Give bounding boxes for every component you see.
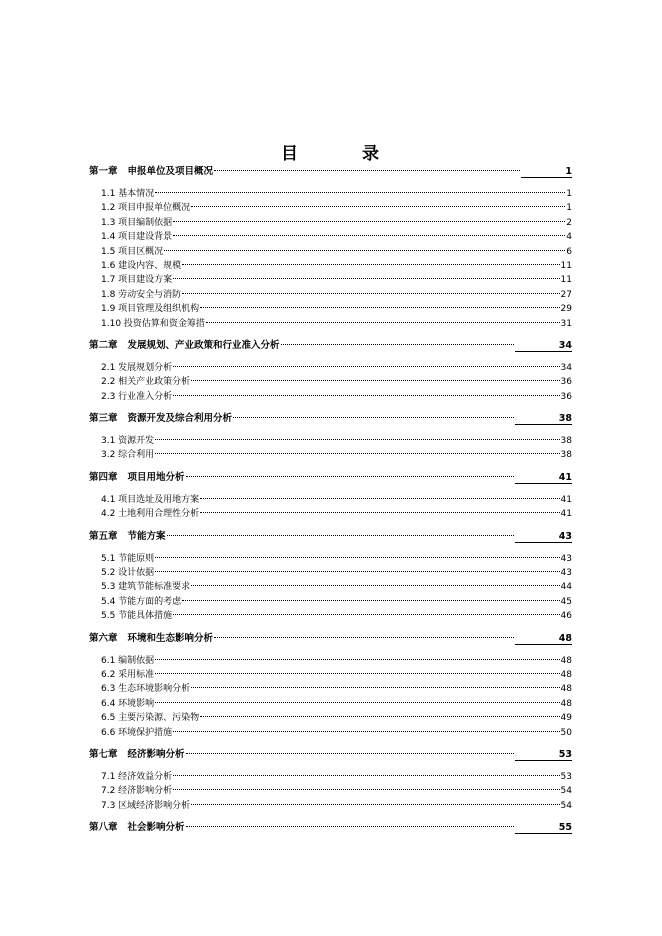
section-page-number: 45 bbox=[560, 596, 572, 607]
dot-leader bbox=[173, 235, 565, 236]
dot-leader bbox=[155, 557, 559, 558]
section-label: 6.2 采用标准 bbox=[101, 669, 155, 680]
section-label: 1.5 项目区概况 bbox=[101, 246, 164, 257]
section-page-number: 36 bbox=[560, 377, 572, 388]
dot-leader bbox=[182, 264, 559, 265]
toc-section-entry[interactable] bbox=[89, 580, 572, 594]
section-page-number: 1 bbox=[566, 203, 572, 214]
section-label: 1.7 项目建设方案 bbox=[101, 275, 173, 286]
toc-title-char-2: 录 bbox=[362, 144, 381, 164]
chapter-page-number: 38 bbox=[515, 413, 572, 425]
toc-section-entry[interactable] bbox=[89, 566, 572, 580]
section-label: 1.1 基本情况 bbox=[101, 189, 155, 199]
section-page-number: 41 bbox=[560, 509, 572, 520]
section-label: 3.1 资源开发 bbox=[101, 436, 155, 447]
chapter-number: 第六章 bbox=[89, 632, 118, 644]
table-of-contents bbox=[89, 165, 572, 835]
dot-leader bbox=[191, 585, 559, 586]
dot-leader bbox=[200, 498, 559, 499]
dot-leader bbox=[173, 775, 559, 776]
dot-leader bbox=[155, 192, 565, 193]
toc-section-entry[interactable] bbox=[89, 493, 572, 507]
section-page-number: 38 bbox=[560, 450, 572, 461]
toc-section-entry[interactable] bbox=[89, 201, 572, 215]
section-label: 7.1 经济效益分析 bbox=[101, 771, 173, 782]
section-page-number: 53 bbox=[560, 771, 572, 782]
section-page-number: 38 bbox=[560, 436, 572, 447]
chapter-label bbox=[89, 339, 280, 353]
chapter-title: 节能方案 bbox=[127, 530, 166, 542]
section-page-number: 4 bbox=[566, 232, 572, 243]
section-label: 6.4 环境影响 bbox=[101, 698, 155, 709]
dot-leader bbox=[173, 731, 559, 732]
section-page-number: 46 bbox=[560, 611, 572, 622]
chapter-label bbox=[89, 530, 166, 544]
section-page-number: 43 bbox=[560, 553, 572, 564]
section-page-number: 48 bbox=[560, 698, 572, 709]
chapter-number: 第四章 bbox=[89, 471, 118, 483]
toc-section-entry[interactable] bbox=[89, 390, 572, 404]
chapter-number: 第八章 bbox=[89, 822, 118, 834]
dot-leader bbox=[186, 476, 514, 477]
chapter-title: 社会影响分析 bbox=[127, 822, 185, 834]
chapter-number: 第三章 bbox=[89, 413, 118, 425]
toc-section-entry[interactable] bbox=[89, 230, 572, 244]
chapter-page-number: 43 bbox=[515, 531, 572, 543]
dot-leader bbox=[200, 307, 559, 308]
section-list bbox=[89, 434, 572, 463]
toc-section-entry[interactable] bbox=[89, 273, 572, 287]
toc-section-entry[interactable] bbox=[89, 302, 572, 316]
toc-section-entry[interactable] bbox=[89, 711, 572, 725]
toc-section-entry[interactable] bbox=[89, 552, 572, 566]
toc-section-entry[interactable] bbox=[89, 682, 572, 696]
section-page-number: 36 bbox=[560, 391, 572, 402]
chapter-label bbox=[89, 412, 232, 426]
section-page-number: 48 bbox=[560, 655, 572, 666]
chapter-page-number: 48 bbox=[515, 633, 572, 645]
section-label: 7.3 区域经济影响分析 bbox=[101, 800, 191, 811]
toc-section-entry[interactable] bbox=[89, 784, 572, 798]
chapter-number: 第五章 bbox=[89, 530, 118, 542]
section-list bbox=[89, 361, 572, 404]
section-list bbox=[89, 493, 572, 522]
chapter-label bbox=[89, 165, 213, 179]
section-list bbox=[89, 187, 572, 331]
section-label: 2.2 相关产业政策分析 bbox=[101, 377, 191, 388]
section-page-number: 1 bbox=[566, 189, 572, 199]
chapter-label bbox=[89, 632, 213, 646]
chapter-label bbox=[89, 471, 185, 485]
toc-section-entry[interactable] bbox=[89, 245, 572, 259]
section-label: 4.2 土地利用合理性分析 bbox=[101, 509, 200, 520]
section-label: 3.2 综合利用 bbox=[101, 450, 155, 461]
section-page-number: 54 bbox=[560, 786, 572, 797]
section-label: 1.2 项目申报单位概况 bbox=[101, 203, 191, 214]
toc-chapter-entry[interactable] bbox=[89, 530, 572, 544]
toc-section-entry[interactable] bbox=[89, 668, 572, 682]
section-page-number: 27 bbox=[560, 289, 572, 300]
section-page-number: 44 bbox=[560, 582, 572, 593]
section-label: 5.2 设计依据 bbox=[101, 568, 155, 579]
chapter-number: 第一章 bbox=[89, 166, 118, 177]
section-list bbox=[89, 770, 572, 813]
dot-leader bbox=[186, 826, 514, 827]
dot-leader bbox=[167, 535, 514, 536]
section-page-number: 31 bbox=[560, 318, 572, 329]
section-page-number: 11 bbox=[560, 260, 572, 271]
section-label: 6.3 生态环境影响分析 bbox=[101, 684, 191, 695]
section-label: 1.3 项目编制依据 bbox=[101, 217, 173, 228]
dot-leader bbox=[214, 170, 520, 171]
toc-section-entry[interactable] bbox=[89, 375, 572, 389]
toc-chapter-entry[interactable] bbox=[89, 821, 572, 835]
toc-section-entry[interactable] bbox=[89, 654, 572, 668]
chapter-title: 经济影响分析 bbox=[127, 748, 185, 760]
section-label: 1.4 项目建设背景 bbox=[101, 232, 173, 243]
section-label: 2.3 行业准入分析 bbox=[101, 391, 173, 402]
section-page-number: 48 bbox=[560, 669, 572, 680]
chapter-page-number: 1 bbox=[521, 166, 572, 178]
dot-leader bbox=[173, 366, 559, 367]
toc-section-entry[interactable] bbox=[89, 216, 572, 230]
section-page-number: 54 bbox=[560, 800, 572, 811]
section-label: 5.5 节能具体措施 bbox=[101, 611, 173, 622]
section-label: 1.9 项目管理及组织机构 bbox=[101, 304, 200, 315]
section-page-number: 29 bbox=[560, 304, 572, 315]
toc-section-entry[interactable] bbox=[89, 507, 572, 521]
toc-title bbox=[0, 139, 662, 164]
dot-leader bbox=[173, 278, 559, 279]
section-label: 6.5 主要污染源、污染物 bbox=[101, 713, 200, 724]
toc-section-entry[interactable] bbox=[89, 799, 572, 813]
toc-title-char-1: 目 bbox=[281, 144, 300, 164]
toc-section-entry[interactable] bbox=[89, 609, 572, 623]
section-label: 7.2 经济影响分析 bbox=[101, 786, 173, 797]
chapter-number: 第二章 bbox=[89, 339, 118, 351]
section-page-number: 41 bbox=[560, 494, 572, 505]
toc-section-entry[interactable] bbox=[89, 726, 572, 740]
dot-leader bbox=[173, 395, 559, 396]
section-page-number: 34 bbox=[560, 362, 572, 373]
dot-leader bbox=[182, 293, 559, 294]
dot-leader bbox=[155, 673, 559, 674]
chapter-title: 申报单位及项目概况 bbox=[127, 166, 214, 177]
toc-chapter-entry[interactable] bbox=[89, 339, 572, 353]
section-label: 5.4 节能方面的考虑 bbox=[101, 596, 182, 607]
dot-leader bbox=[155, 571, 559, 572]
toc-section-entry[interactable] bbox=[89, 434, 572, 448]
section-label: 4.1 项目选址及用地方案 bbox=[101, 494, 200, 505]
chapter-number: 第七章 bbox=[89, 748, 118, 760]
dot-leader bbox=[173, 789, 559, 790]
dot-leader bbox=[233, 417, 514, 418]
toc-chapter-entry[interactable] bbox=[89, 165, 572, 179]
dot-leader bbox=[191, 687, 559, 688]
chapter-title: 资源开发及综合利用分析 bbox=[127, 413, 233, 425]
dot-leader bbox=[155, 659, 559, 660]
section-page-number: 50 bbox=[560, 727, 572, 738]
dot-leader bbox=[200, 512, 559, 513]
toc-section-entry[interactable] bbox=[89, 361, 572, 375]
section-label: 1.10 投资估算和资金筹措 bbox=[101, 318, 205, 329]
section-list bbox=[89, 654, 572, 740]
section-page-number: 11 bbox=[560, 275, 572, 286]
section-label: 2.1 发展规划分析 bbox=[101, 362, 173, 373]
toc-chapter-entry[interactable] bbox=[89, 471, 572, 485]
toc-section-entry[interactable] bbox=[89, 288, 572, 302]
toc-section-entry[interactable] bbox=[89, 697, 572, 711]
section-label: 1.6 建设内容、规模 bbox=[101, 260, 182, 271]
chapter-title: 环境和生态影响分析 bbox=[127, 632, 214, 644]
dot-leader bbox=[164, 250, 565, 251]
section-page-number: 6 bbox=[566, 246, 572, 257]
dot-leader bbox=[155, 439, 559, 440]
section-page-number: 2 bbox=[566, 217, 572, 228]
toc-section-entry[interactable] bbox=[89, 595, 572, 609]
toc-section-entry[interactable] bbox=[89, 448, 572, 462]
section-label: 6.6 环境保护措施 bbox=[101, 727, 173, 738]
toc-section-entry[interactable] bbox=[89, 317, 572, 331]
dot-leader bbox=[191, 804, 559, 805]
toc-section-entry[interactable] bbox=[89, 770, 572, 784]
chapter-label bbox=[89, 748, 185, 762]
toc-chapter-entry[interactable] bbox=[89, 412, 572, 426]
dot-leader bbox=[214, 637, 514, 638]
section-label: 6.1 编制依据 bbox=[101, 655, 155, 666]
dot-leader bbox=[191, 380, 559, 381]
dot-leader bbox=[281, 344, 514, 345]
chapter-title: 项目用地分析 bbox=[127, 471, 185, 483]
dot-leader bbox=[173, 614, 559, 615]
chapter-page-number: 34 bbox=[515, 340, 572, 352]
section-page-number: 48 bbox=[560, 684, 572, 695]
dot-leader bbox=[200, 716, 559, 717]
toc-section-entry[interactable] bbox=[89, 187, 572, 201]
chapter-title: 发展规划、产业政策和行业准入分析 bbox=[127, 339, 280, 351]
dot-leader bbox=[173, 221, 565, 222]
chapter-page-number: 55 bbox=[515, 822, 572, 834]
toc-chapter-entry[interactable] bbox=[89, 632, 572, 646]
section-page-number: 49 bbox=[560, 713, 572, 724]
toc-chapter-entry[interactable] bbox=[89, 748, 572, 762]
section-label: 1.8 劳动安全与消防 bbox=[101, 289, 182, 300]
section-page-number: 43 bbox=[560, 568, 572, 579]
section-list bbox=[89, 552, 572, 624]
dot-leader bbox=[182, 600, 559, 601]
dot-leader bbox=[186, 753, 514, 754]
toc-section-entry[interactable] bbox=[89, 259, 572, 273]
dot-leader bbox=[206, 322, 560, 323]
chapter-page-number: 41 bbox=[515, 472, 572, 484]
dot-leader bbox=[155, 453, 559, 454]
dot-leader bbox=[191, 206, 565, 207]
chapter-label bbox=[89, 821, 185, 835]
section-label: 5.3 建筑节能标准要求 bbox=[101, 582, 191, 593]
section-label: 5.1 节能原则 bbox=[101, 553, 155, 564]
dot-leader bbox=[155, 702, 559, 703]
chapter-page-number: 53 bbox=[515, 749, 572, 761]
